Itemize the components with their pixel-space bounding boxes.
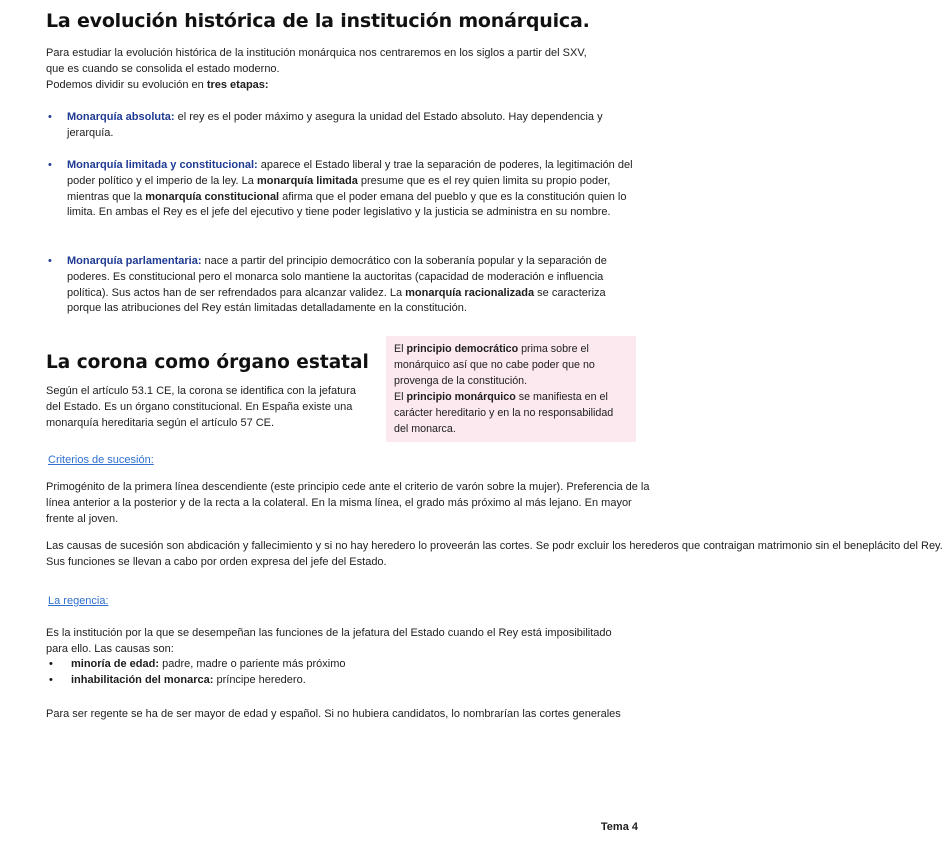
stage-term: Monarquía parlamentaria: xyxy=(67,255,202,267)
stages-list-3 xyxy=(46,254,640,317)
stage-text: se caracteriza porque las atribuciones del Rey están limitadas detalladamente en la constitución. xyxy=(67,286,606,315)
sucesion-criteria: Primogénito de la primera línea descendiente (este principio cede ante el criterio de varón sobre la mujer). Preferencia de la línea anterior a la posterior y de la recta a la colateral. En la misma línea, el grado más próximo al más lejano. En mayor frente al joven. xyxy=(46,481,650,525)
page-footer: Tema 4 xyxy=(600,821,638,833)
stage-term: Monarquía limitada y constitucional: xyxy=(67,159,258,171)
intro-paragraph: Para estudiar la evolución histórica de la institución monárquica nos centraremos en los siglos a partir del SXV, que es cuando se consolida el estado moderno. xyxy=(46,47,587,75)
intro-block xyxy=(46,46,606,93)
stage-bold-term: monarquía limitada xyxy=(256,174,358,187)
stage-term: Monarquía absoluta: xyxy=(67,111,175,123)
callout-bold: principio monárquico xyxy=(406,391,516,403)
callout-box xyxy=(386,336,636,442)
callout-text: El xyxy=(394,391,407,403)
sucesion-link[interactable]: Criterios de sucesión: xyxy=(48,454,154,466)
intro-stages-line xyxy=(46,78,606,94)
stage-bold-term: monarquía constitucional xyxy=(145,190,280,203)
regencia-cause-item xyxy=(46,673,606,689)
stage-text: presume que es el rey quien limita su propio poder, mientras que la xyxy=(67,174,611,203)
callout-text: se manifiesta en el carácter hereditario y en la no responsabilidad del monarca. xyxy=(394,391,614,435)
callout-democratico xyxy=(394,341,628,389)
callout-bold: principio democrático xyxy=(406,343,519,355)
sucesion-causes xyxy=(46,539,943,571)
stages-list-2 xyxy=(46,158,640,221)
stage-item-parlamentaria xyxy=(46,254,640,317)
cause-text: príncipe heredero. xyxy=(213,673,306,686)
page-title: La evolución histórica de la institución monárquica. xyxy=(46,10,590,32)
regencia-cause-item xyxy=(46,657,606,673)
stages-list xyxy=(46,110,622,142)
callout-monarquico xyxy=(394,389,628,437)
intro-stages-bold: tres etapas: xyxy=(206,78,269,91)
stage-text: aparece el Estado liberal y trae la separación de poderes, la legitimación del poder político y el imperio de la ley. La xyxy=(67,159,633,187)
stage-text: nace a partir del principio democrático con la soberanía popular y la separación de poderes. Es constitucional pero el monarca solo mantiene la auctoritas (capacidad de moderación e influencia política). Sus actos han de ser refrendados para alcanzar validez. La xyxy=(67,255,607,299)
cause-text: padre, madre o pariente más próximo xyxy=(159,658,346,670)
stage-bold-term: monarquía racionalizada xyxy=(405,286,535,299)
stage-item-absoluta xyxy=(46,110,622,142)
sucesion-functions: Sus funciones se llevan a cabo por orden expresa del jefe del Estado. xyxy=(46,555,387,568)
corona-paragraph: Según el artículo 53.1 CE, la corona se identifica con la jefatura del Estado. Es un órgano constitucional. En España existe una monarquía hereditaria según el artículo 57 CE. xyxy=(46,385,357,429)
regencia-link[interactable]: La regencia: xyxy=(48,595,109,607)
callout-text: prima sobre el monárquico así que no cabe poder que no provenga de la constitución. xyxy=(394,343,595,387)
cause-term: inhabilitación del monarca: xyxy=(71,673,214,686)
stage-text: afirma que el poder emana del pueblo y que es la constitución quien lo limita. En ambas el Rey es el jefe del ejecutivo y tiene poder legislativo y la justicia se administra en su nombre. xyxy=(67,190,627,219)
stage-text: el rey es el poder máximo y asegura la unidad del Estado absoluto. Hay dependencia y jerarquía. xyxy=(67,111,603,139)
regencia-definition: Es la institución por la que se desempeñan las funciones de la jefatura del Estado cuando el Rey está imposibilitado para ello. Las causas son: xyxy=(46,627,612,655)
cause-term: minoría de edad: xyxy=(71,658,160,670)
intro-stages-text: Podemos dividir su evolución en xyxy=(46,78,207,91)
callout-text: El xyxy=(394,343,407,355)
regencia-causes-list xyxy=(46,657,606,689)
section-heading: La corona como órgano estatal xyxy=(46,352,369,373)
regencia-requirements: Para ser regente se ha de ser mayor de edad y español. Si no hubiera candidatos, lo nombrarían las cortes generales xyxy=(46,708,621,720)
sucesion-causes-text: Las causas de sucesión son abdicación y fallecimiento y si no hay heredero lo proveerán las cortes. Se podr excluir los herederos que contraigan matrimonio sin el beneplácito del Rey. xyxy=(46,540,943,552)
stage-item-constitucional xyxy=(46,158,640,221)
